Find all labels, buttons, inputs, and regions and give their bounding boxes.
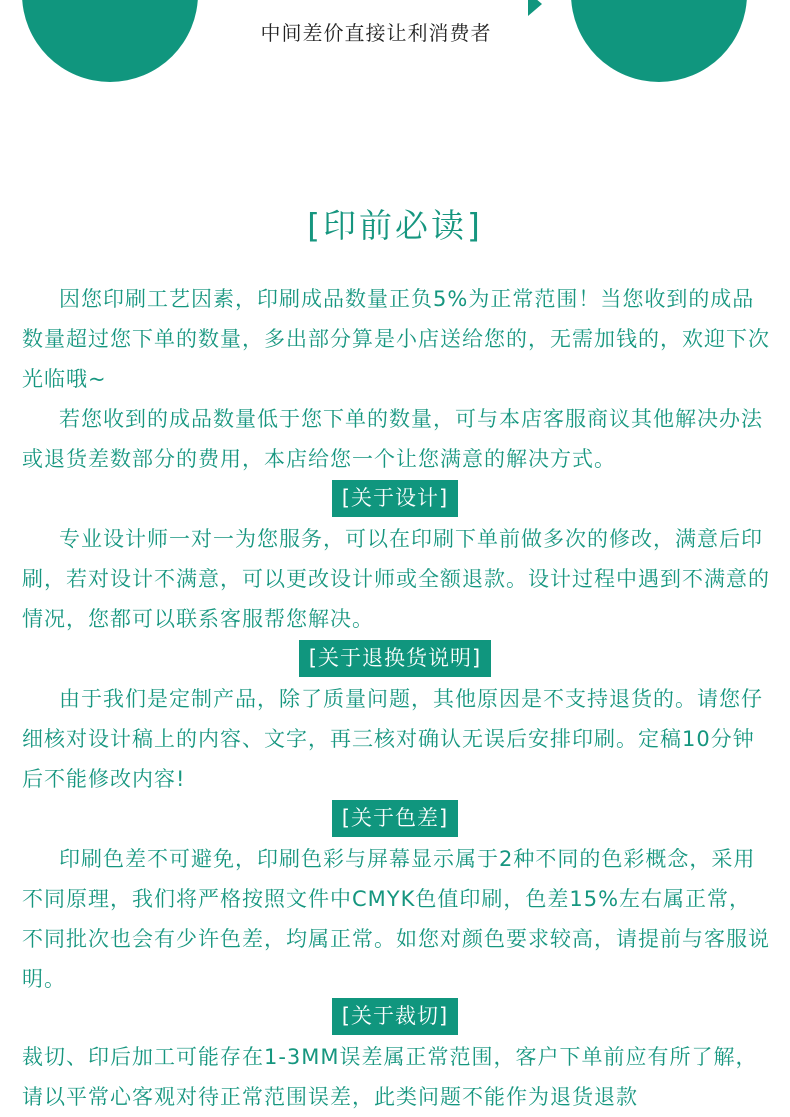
intro-paragraph-1: 因您印刷工艺因素，印刷成品数量正负5%为正常范围！当您收到的成品数量超过您下单的数量，多出部分算是小店送给您的，无需加钱的，欢迎下次光临哦~ [22,287,770,391]
design-heading-row [0,480,790,517]
design-text: 专业设计师一对一为您服务，可以在印刷下单前做多次的修改，满意后印刷，若对设计不满意，可以更改设计师或全额退款。设计过程中遇到不满意的情况，您都可以联系客服帮您解决。 [22,527,770,631]
design-heading: [关于设计] [332,480,458,517]
arrow-right-icon [528,0,542,16]
intro-paragraph-2: 若您收到的成品数量低于您下单的数量，可与本店客服商议其他解决办法或退货差数部分的费用，本店给您一个让您满意的解决方式。 [22,407,763,471]
returns-heading-row [0,640,790,677]
color-heading: [关于色差] [332,800,458,837]
color-heading-row [0,800,790,837]
consumer-circle [571,0,747,82]
cutting-text: 裁切、印后加工可能存在1-3MM误差属正常范围，客户下单前应有所了解，请以平常心客观对待正常范围误差，此类问题不能作为退货退款 [22,1045,758,1109]
returns-text: 由于我们是定制产品，除了质量问题，其他原因是不支持退货的。请您仔细核对设计稿上的内容、文字，再三核对确认无误后安排印刷。定稿10分钟后不能修改内容! [22,687,763,791]
tagline: 中间差价直接让利消费者 [260,21,492,45]
cutting-heading-row [0,998,790,1035]
returns-heading: [关于退换货说明] [299,640,491,677]
page-title: [印前必读] [307,206,483,245]
factory-circle [22,0,198,82]
cutting-heading: [关于裁切] [332,998,458,1035]
color-text: 印刷色差不可避免，印刷色彩与屏幕显示属于2种不同的色彩概念，采用不同原理，我们将严格按照文件中CMYK色值印刷，色差15%左右属正常，不同批次也会有少许色差，均属正常。如您对颜色要求较高，请提前与客服说明。 [22,847,770,991]
